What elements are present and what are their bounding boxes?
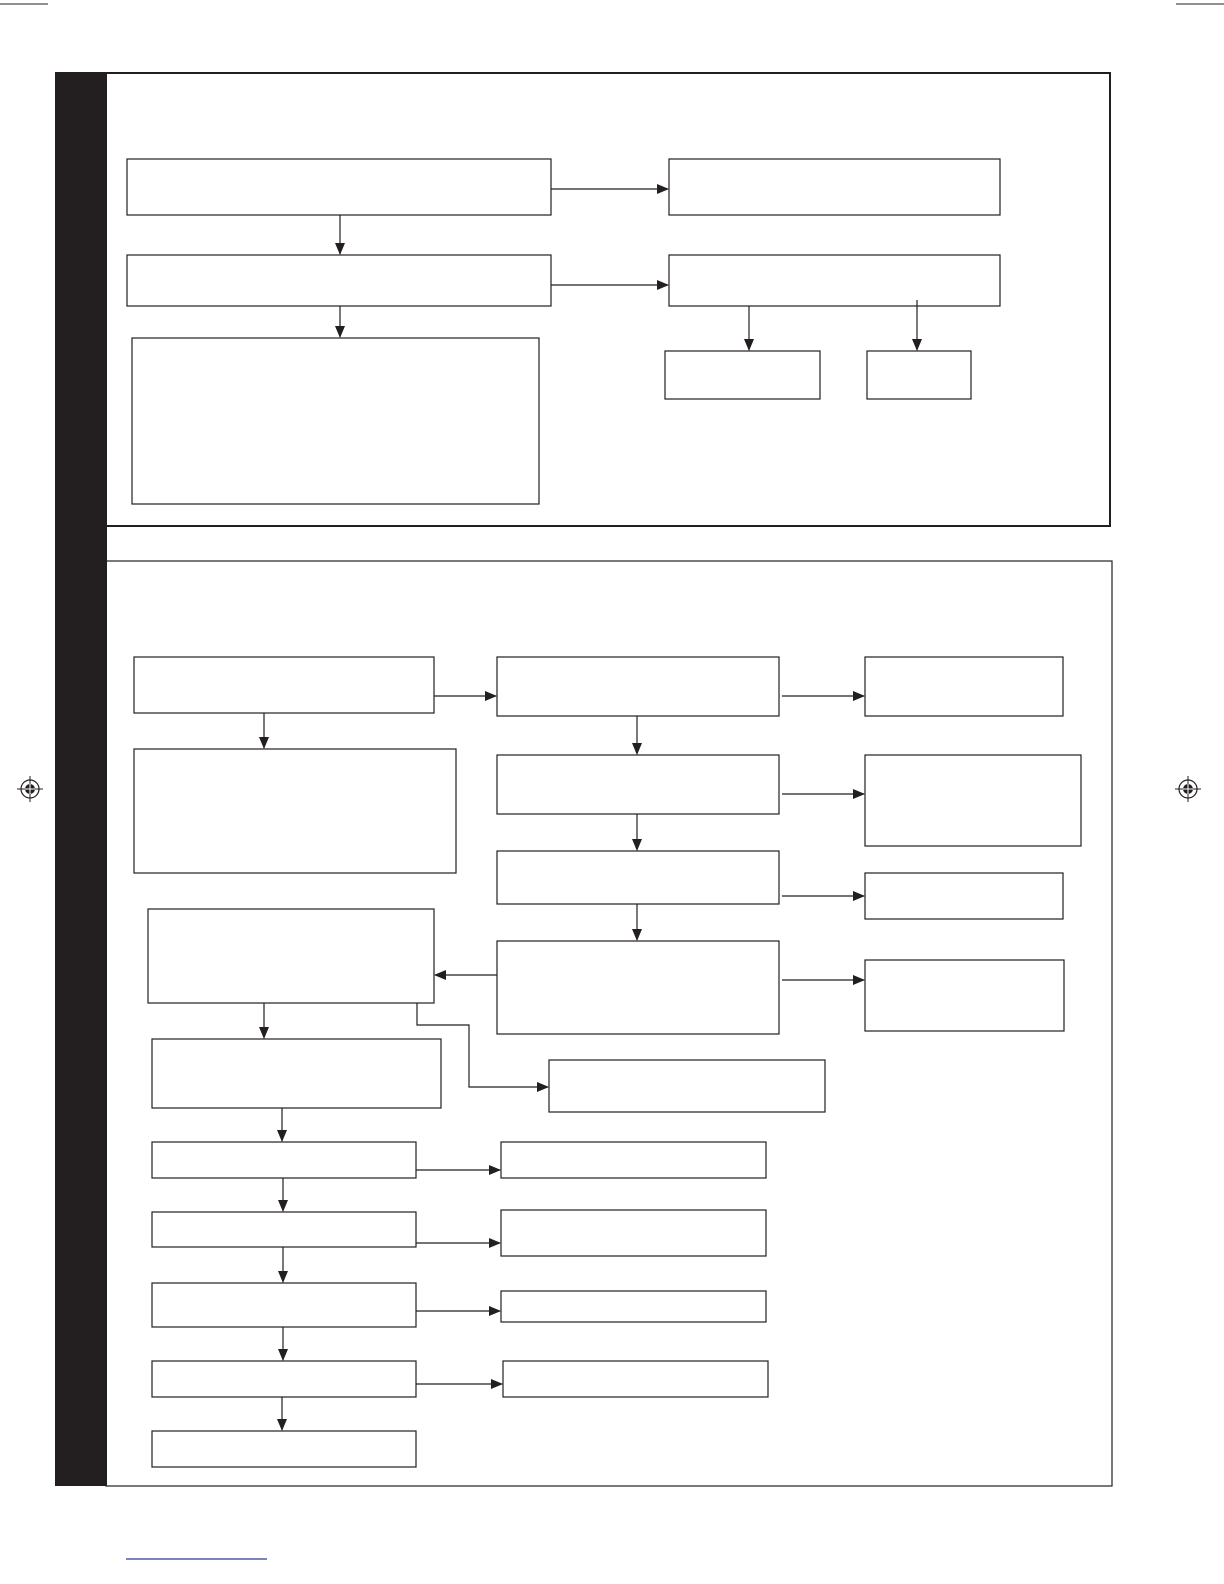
bottom-section-boxes [134,657,1081,1467]
flow-box-b17 [501,1210,766,1256]
registration-mark-left [17,776,43,802]
flow-box-b4 [865,657,1063,716]
flow-box-b15 [501,1142,766,1178]
flow-box-b9 [497,941,779,1034]
flow-box-b10 [865,960,1064,1031]
flow-box-b3 [497,657,779,716]
flow-box-b21 [503,1361,768,1397]
flow-box-a1 [127,159,551,215]
flow-box-b19 [501,1291,766,1322]
flow-box-b11 [148,909,434,1003]
flow-box-a2 [669,159,1000,215]
flow-box-b18 [152,1283,416,1327]
flow-box-b13 [152,1039,441,1108]
flow-box-b20 [152,1361,416,1397]
flow-box-b8 [865,873,1063,919]
flow-box-a6 [665,351,820,399]
flow-box-b1 [134,657,434,713]
flow-box-b16 [152,1212,416,1247]
flow-box-a5 [132,338,539,504]
flow-box-b5 [497,755,779,814]
top-section-boxes [127,159,1000,504]
flow-box-b14 [152,1142,416,1178]
flow-box-b6 [865,755,1081,846]
registration-mark-right [1175,776,1201,802]
flow-box-b2 [134,749,456,873]
flow-box-a7 [867,351,971,399]
flow-box-a3 [127,255,551,306]
side-bar [55,72,107,1486]
flow-box-b22 [152,1431,416,1467]
flow-box-b12 [549,1060,825,1112]
flow-box-a4 [669,255,1000,306]
flow-box-b7 [497,851,779,904]
